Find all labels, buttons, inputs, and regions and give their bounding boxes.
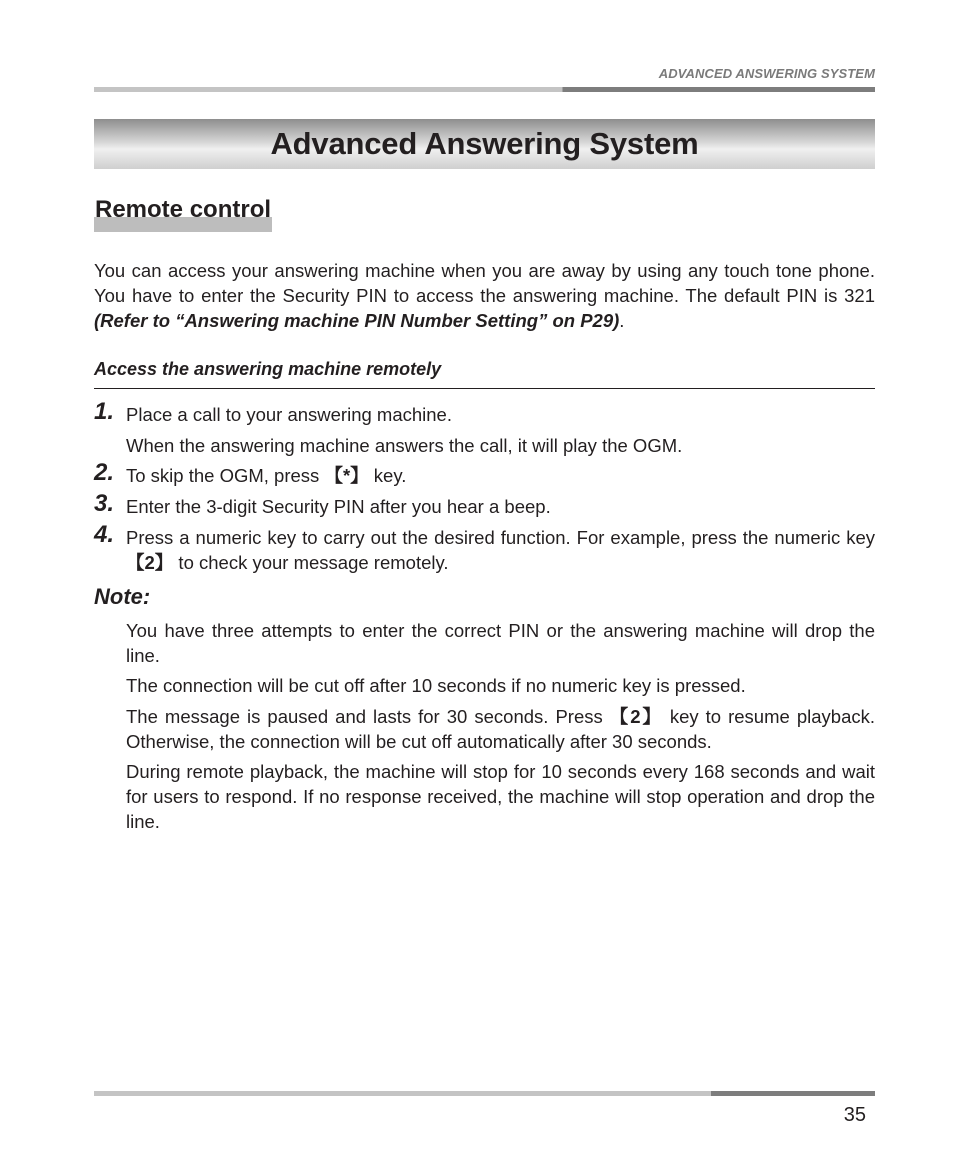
star-key: 【*】	[324, 465, 369, 486]
intro-paragraph	[94, 258, 875, 333]
step-number-1: 1.	[94, 398, 115, 425]
step-4-text	[126, 525, 875, 575]
note-4: During remote playback, the machine will stop for 10 seconds every 168 seconds and wait for users to respond. If no response received, the machine will stop operation and drop the line.	[126, 761, 875, 832]
step-number-3: 3.	[94, 490, 115, 517]
step-1-text: Place a call to your answering machine.	[126, 404, 452, 425]
header-rule	[94, 87, 875, 92]
step-4-before: Press a numeric key to carry out the desired function. For example, press the numeric key	[126, 527, 875, 548]
section-title	[94, 196, 272, 232]
step-2-text	[126, 463, 875, 488]
intro-end: .	[619, 310, 625, 331]
intro-reference: (Refer to “Answering machine PIN Number Setting” on P29)	[94, 310, 620, 331]
note-3-before: The message is paused and lasts for 30 seconds. Press	[126, 706, 610, 727]
page-number: 35	[843, 1104, 866, 1126]
step-2-after: key.	[368, 465, 407, 486]
note-3-after: key to resume playback. Otherwise, the connection will be cut off automatically after 30 seconds.	[126, 706, 875, 752]
step-2-before: To skip the OGM, press	[126, 465, 325, 486]
step-1-detail: When the answering machine answers the call, it will play the OGM.	[126, 435, 683, 456]
chapter-title: Advanced Answering System	[270, 126, 699, 161]
running-header: ADVANCED ANSWERING SYSTEM	[658, 66, 875, 81]
step-number-4: 4.	[94, 521, 115, 548]
note-2: The connection will be cut off after 10 seconds if no numeric key is pressed.	[126, 675, 746, 696]
step-number-2: 2.	[94, 459, 115, 486]
subheading-text: Access the answering machine remotely	[94, 359, 442, 379]
note-1: You have three attempts to enter the correct PIN or the answering machine will drop the line.	[126, 620, 875, 666]
note-3	[126, 704, 875, 754]
footer-rule	[94, 1091, 875, 1096]
section-title-text: Remote control	[95, 196, 272, 223]
subheading	[94, 359, 875, 389]
intro-text: You can access your answering machine when you are away by using any touch tone phone. You have to enter the Security PIN to access the answering machine. The default PIN is 321	[94, 260, 875, 306]
step-3-text: Enter the 3-digit Security PIN after you hear a beep.	[126, 496, 551, 517]
note-label: Note:	[94, 584, 151, 609]
numeric-key-2-resume: 【2】	[609, 706, 663, 727]
chapter-title-bar	[94, 119, 875, 169]
numeric-key-2: 【2】	[126, 552, 174, 573]
step-4-after: to check your message remotely.	[173, 552, 449, 573]
